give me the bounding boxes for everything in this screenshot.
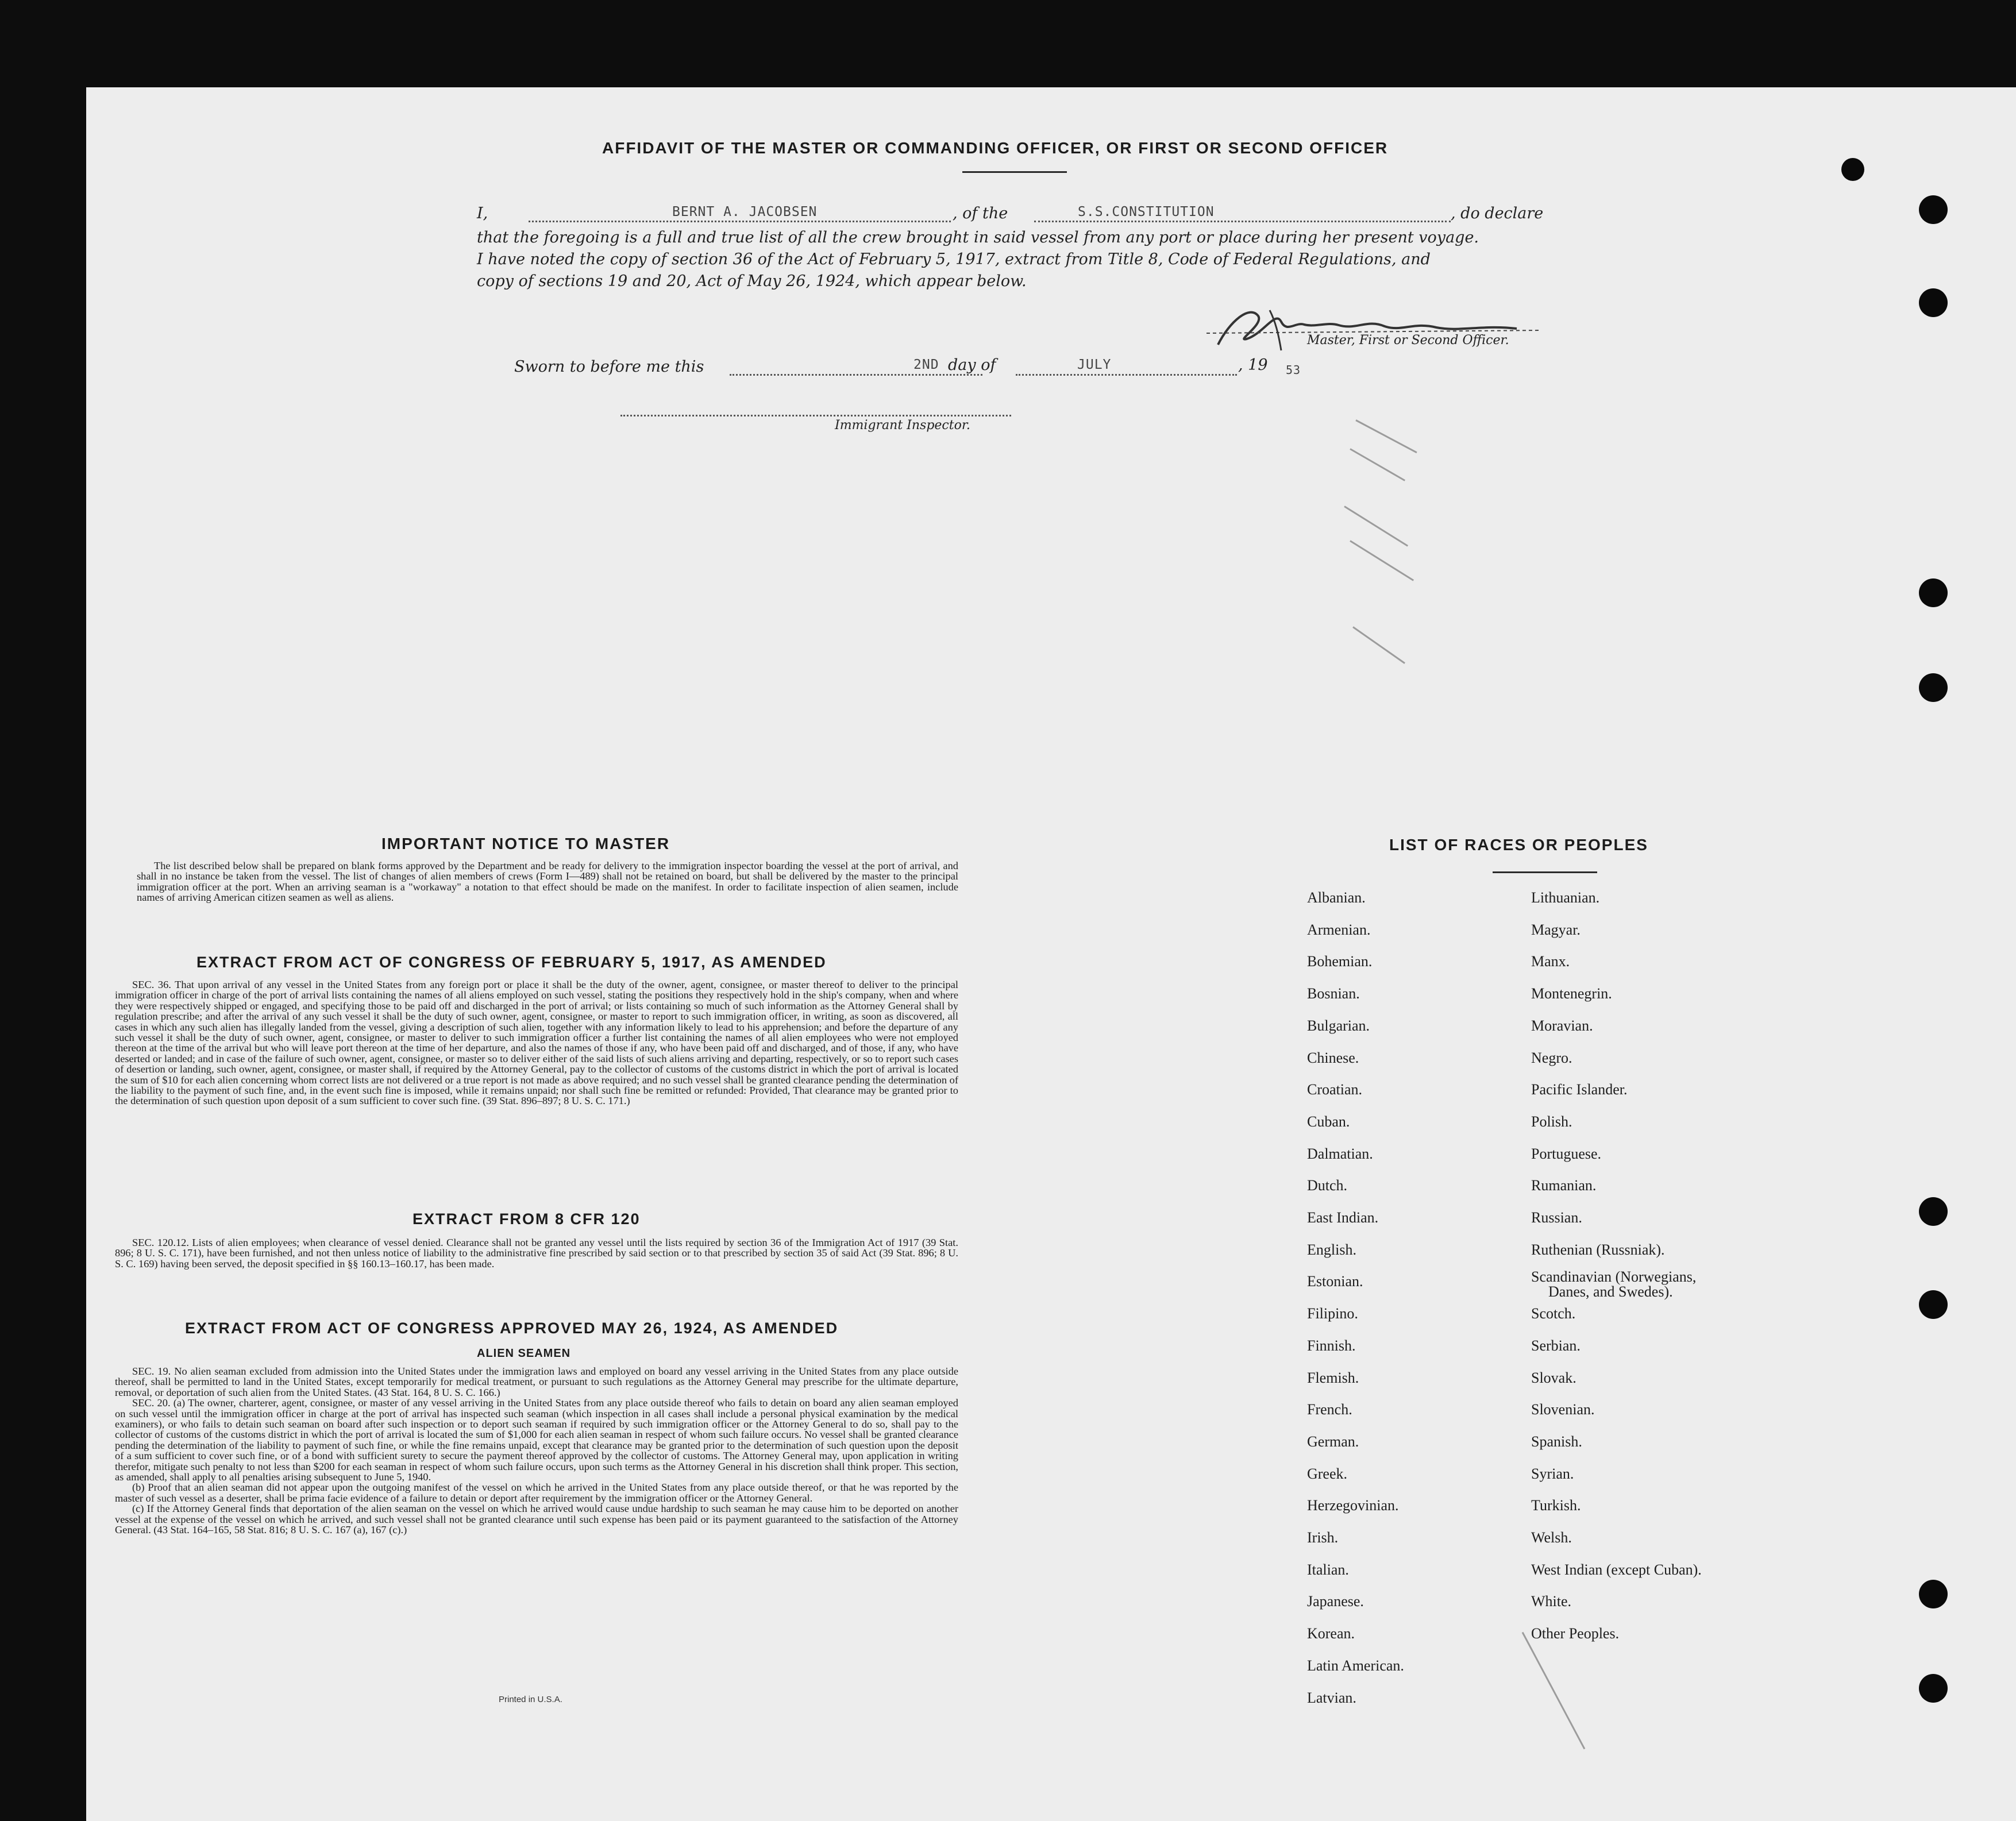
punch-hole [1919, 1674, 1948, 1703]
name-line [529, 221, 951, 222]
notice-title: IMPORTANT NOTICE TO MASTER [381, 835, 670, 852]
race-item: Scandinavian (Norwegians, [1531, 1268, 1697, 1286]
race-item: Dalmatian. [1307, 1145, 1373, 1162]
race-item: Moravian. [1531, 1017, 1593, 1034]
race-item: Latvian. [1307, 1689, 1356, 1706]
notice-text [137, 861, 958, 903]
race-item: Serbian. [1531, 1337, 1581, 1354]
race-item: Magyar. [1531, 921, 1581, 938]
race-item: West Indian (except Cuban). [1531, 1561, 1702, 1578]
sworn-label: Sworn to before me this [514, 358, 704, 376]
race-item: East Indian. [1307, 1209, 1379, 1226]
title-underline [962, 171, 1067, 173]
extract-1917-title: EXTRACT FROM ACT OF CONGRESS OF FEBRUARY 5, 1917, AS AMENDED [196, 954, 827, 971]
race-item: Slovak. [1531, 1369, 1576, 1386]
race-item: Slovenian. [1531, 1401, 1595, 1418]
race-item: Syrian. [1531, 1465, 1574, 1482]
races-title: LIST OF RACES OR PEOPLES [1389, 836, 1648, 854]
race-item: Rumanian. [1531, 1177, 1597, 1194]
race-item: Herzegovinian. [1307, 1497, 1399, 1514]
sec-20-c-paragraph: (c) If the Attorney General finds that deportation of the alien seaman on the vessel on which he arrived would cause undue hardship to such seaman he may cause him to be deported on another vessel at the expense of the vessel on which he arrived, and such vessel shall not be granted clearance until such expense has been paid or its payment guaranteed to the satisfaction of the Attorney General. (43 Stat. 164–165, 58 Stat. 816; 8 U. S. C. 167 (a), 167 (c).) [115, 1503, 958, 1536]
race-item: French. [1307, 1401, 1352, 1418]
race-item: Chinese. [1307, 1049, 1359, 1066]
race-item: Italian. [1307, 1561, 1349, 1578]
extract-1924-text [115, 1366, 958, 1535]
race-item: Dutch. [1307, 1177, 1348, 1194]
vessel-name: S.S.CONSTITUTION [1078, 205, 1215, 219]
race-item: Estonian. [1307, 1273, 1363, 1290]
race-item: Latin American. [1307, 1657, 1404, 1674]
race-item: Flemish. [1307, 1369, 1359, 1386]
race-item: Cuban. [1307, 1113, 1350, 1130]
day-of-label: day of [948, 356, 996, 374]
affidavit-title: AFFIDAVIT OF THE MASTER OR COMMANDING OFFICER, OR FIRST OR SECOND OFFICER [602, 139, 1389, 157]
extract-1924-title: EXTRACT FROM ACT OF CONGRESS APPROVED MAY 26, 1924, AS AMENDED [185, 1320, 839, 1337]
sec-20-b-paragraph: (b) Proof that an alien seaman did not appear upon the outgoing manifest of the vessel on which he arrived in the United States from any place outside thereof, or that he was reported by the master of such vessel as a deserter, shall be prima facie evidence of a failure to detain or deport after requirement by the immigration officer or the Attorney General. [115, 1482, 958, 1504]
race-item: Irish. [1307, 1529, 1339, 1546]
race-item: Russian. [1531, 1209, 1582, 1226]
race-item: Manx. [1531, 953, 1570, 970]
day-line [730, 374, 982, 376]
year-suffix: 53 [1286, 363, 1301, 377]
race-item: Finnish. [1307, 1337, 1356, 1354]
extract-1917-text [115, 979, 958, 1106]
sec-120-paragraph: SEC. 120.12. Lists of alien employees; when clearance of vessel denied. Clearance shall not be granted any vessel until the lists required by section 36 of the Immigration Act of 1917 (39 Stat. 896; 8 U. S. C. 171), have been furnished, and not then unless notice of liability to the administrative fine prescribed by said section or to that prescribed by section 35 of said Act (39 Stat. 896; 8 U. S. C. 169) having been served, the deposit specified in §§ 160.13–160.17, has been made. [115, 1237, 958, 1270]
race-item: Polish. [1531, 1113, 1572, 1130]
affidavit-line-2: that the foregoing is a full and true list of all the crew brought in said vessel from any port or place during her present voyage. [477, 229, 1479, 246]
race-item: White. [1531, 1593, 1572, 1610]
extract-cfr-text [115, 1237, 958, 1269]
race-item: Other Peoples. [1531, 1625, 1620, 1642]
race-item: Pacific Islander. [1531, 1081, 1628, 1098]
race-item: Scotch. [1531, 1305, 1576, 1322]
of-the-label: , of the [953, 205, 1008, 222]
inspector-label: Immigrant Inspector. [835, 418, 970, 433]
inspector-line [620, 415, 1011, 416]
alien-seamen-subtitle: ALIEN SEAMEN [477, 1347, 571, 1360]
master-label: Master, First or Second Officer. [1307, 333, 1509, 348]
punch-hole [1919, 288, 1948, 317]
punch-hole [1841, 158, 1864, 181]
race-item: Albanian. [1307, 889, 1366, 906]
race-item: Japanese. [1307, 1593, 1364, 1610]
sec-19-paragraph: SEC. 19. No alien seaman excluded from admission into the United States under the immigration laws and employed on board any vessel arriving in the United States from any place outside thereof, shall be permitted to land in the United States, except temporarily for medical treatment, or pursuant to such regulations as the Attorney General may prescribe for the ultimate departure, removal, or deportation of such alien from the United States. (43 Stat. 164, 8 U. S. C. 166.) [115, 1365, 958, 1398]
race-item: Filipino. [1307, 1305, 1358, 1322]
race-item: Spanish. [1531, 1433, 1582, 1450]
month-line [1016, 374, 1237, 376]
punch-hole [1919, 195, 1948, 224]
i-label: I, [477, 205, 488, 222]
sec-36-paragraph: SEC. 36. That upon arrival of any vessel in the United States from any foreign port or place it shall be the duty of the owner, agent, consignee, or master thereof to deliver to the principal immigration officer in charge of the port of arrival lists containing the names of all aliens employed on such vessel, stating the positions they respectively hold in the ship's company, when and where they were respectively shipped or engaged, and specifying those to be paid off and discharged in the port of arrival; or lists containing so much of such information as the Attorney General shall by regulation prescribe; and after the arrival of any such vessel it shall be the duty of such owner, agent, consignee, or master to report to such immigration officer, in writing, as soon as discovered, all cases in which any such alien has illegally landed from the vessel, giving a description of such alien, together with any information likely to lead to his apprehension; and before the departure of any such vessel it shall be the duty of such owner, agent, consignee, or master to deliver to such immigration officer a further list containing the names of all alien employees who were not employed thereon at the time of the arrival but who will leave port thereon at the time of her departure, and also the names of those if any, who have been paid off and discharged, and of those, if any, who have deserted or landed; and in case of the failure of such owner, agent, consignee, or master so to deliver either of the said lists of such aliens arriving and departing, respectively, or so to report such cases of desertion or landing, such owner, agent, consignee, or master shall, if required by the Attorney General, pay to the collector of customs of the customs district in which the port of arrival is located the sum of $10 for each alien concerning whom correct lists are not delivered or a true report is not made as above required; and no such vessel shall be granted clearance pending the determination of the liability to the payment of such fine, and, in the event such fine is imposed, while it remains unpaid; nor shall such fine be remitted or refunded: Provided, That clearance may be granted prior to the determination of such question upon deposit of a sum sufficient to cover such fine. (39 Stat. 896–897; 8 U. S. C. 171.) [115, 979, 958, 1107]
master-signature [1195, 299, 1563, 356]
extract-cfr-title: EXTRACT FROM 8 CFR 120 [413, 1210, 641, 1228]
race-item: Croatian. [1307, 1081, 1363, 1098]
race-item: Bulgarian. [1307, 1017, 1370, 1034]
race-item: Turkish. [1531, 1497, 1581, 1514]
race-item: Lithuanian. [1531, 889, 1600, 906]
race-item: Montenegrin. [1531, 985, 1612, 1002]
punch-hole [1919, 1580, 1948, 1608]
race-item: English. [1307, 1241, 1356, 1258]
master-name: BERNT A. JACOBSEN [672, 205, 818, 219]
race-item: Portuguese. [1531, 1145, 1602, 1162]
race-item: Bohemian. [1307, 953, 1373, 970]
race-item: Armenian. [1307, 921, 1371, 938]
race-item: Greek. [1307, 1465, 1348, 1482]
race-item: Ruthenian (Russniak). [1531, 1241, 1665, 1258]
punch-hole [1919, 578, 1948, 607]
do-declare-label: , do declare [1451, 205, 1544, 222]
notice-paragraph: The list described below shall be prepared on blank forms approved by the Department and be ready for delivery to the immigration inspector boarding the vessel at the port of arrival, and shall in no instance be taken from the vessel. The list of changes of alien members of crews (Form I—489) shall not be retained on board, but shall be delivered by the master to the principal immigration officer at the port. When an arriving seaman is a "workaway" a notation to that effect should be made on the manifest. In order to facilitate inspection of alien seamen, include names of arriving American citizen seamen as well as aliens. [137, 860, 958, 904]
affidavit-line-3: I have noted the copy of section 36 of the Act of February 5, 1917, extract from Title 8, Code of Federal Regulations, and [477, 250, 1431, 268]
printed-in-usa: Printed in U.S.A. [499, 1695, 562, 1704]
sworn-month: JULY [1077, 357, 1112, 372]
race-item: Danes, and Swedes). [1548, 1283, 1673, 1301]
sec-20-a-paragraph: SEC. 20. (a) The owner, charterer, agent, consignee, or master of any vessel arriving in the United States from any place outside thereof who fails to detain on board any alien seaman employed on such vessel until the immigration officer in charge at the port of arrival has inspected such seaman (which inspection in all cases shall include a personal physical examination by the medical examiners), or who fails to detain such seaman on board after such inspection or to deport such seaman if required by such immigration officer or the Attorney General to do so, shall pay to the collector of customs of the customs district in which the port of arrival is located the sum of $1,000 for each alien seaman in respect of whom such failure occurs. No vessel shall be granted clearance pending the determination of the liability to payment of such fine, or while the fine remains unpaid, except that clearance may be granted prior to the determination of such question upon the deposit of a sum sufficient to cover such fine, or of a bond with sufficient surety to secure the payment thereof approved by the collector of customs. The Attorney General may, upon application in writing therefor, mitigate such penalty to not less than $200 for each seaman in respect of whom such failure occurs, upon such terms as the Attorney General in his discretion shall think proper. This section, as amended, shall apply to all penalties arising subsequent to June 5, 1940. [115, 1397, 958, 1483]
affidavit-line-4: copy of sections 19 and 20, Act of May 26, 1924, which appear below. [477, 272, 1027, 290]
vessel-line [1034, 221, 1451, 222]
punch-hole [1919, 1197, 1948, 1226]
races-underline [1493, 871, 1597, 873]
race-item: German. [1307, 1433, 1359, 1450]
race-item: Bosnian. [1307, 985, 1360, 1002]
punch-hole [1919, 1290, 1948, 1319]
race-item: Welsh. [1531, 1529, 1572, 1546]
race-item: Negro. [1531, 1049, 1572, 1066]
year-prefix: , 19 [1238, 356, 1268, 374]
punch-hole [1919, 673, 1948, 702]
sworn-day: 2ND [913, 357, 939, 372]
race-item: Korean. [1307, 1625, 1355, 1642]
